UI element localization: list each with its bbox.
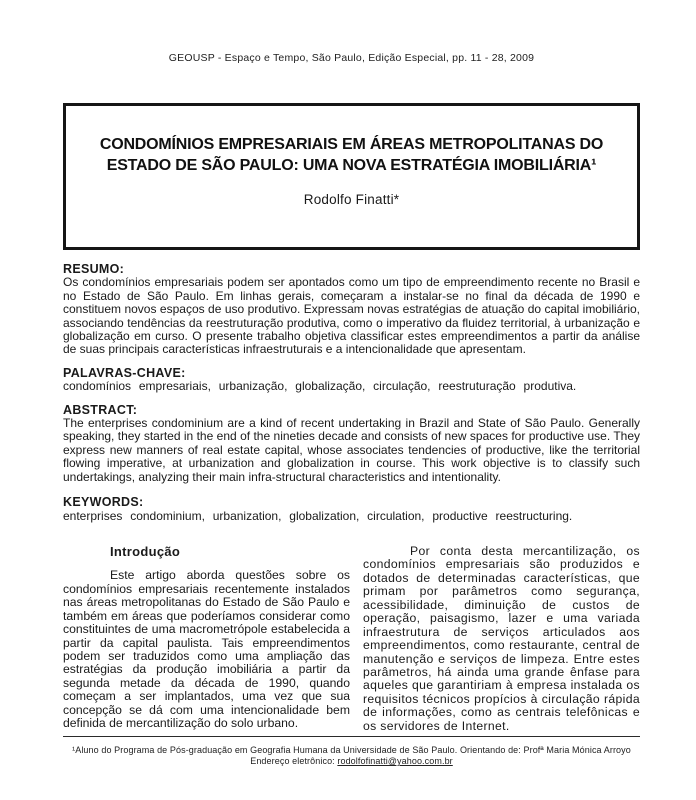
resumo-section [63,263,640,357]
journal-header: GEOUSP - Espaço e Tempo, São Paulo, Edição Especial, pp. 11 - 28, 2009 [168,52,535,64]
right-column [363,545,640,733]
paper-author: Rodolfo Finatti* [303,192,400,207]
resumo-heading: RESUMO: [63,262,125,276]
abstract-heading: ABSTRACT: [63,402,138,417]
palavras-chave-text: condomínios empresariais, urbanização, globalização, circulação, reestruturação produtiva. [63,379,577,394]
footnote-affiliation: ¹Aluno do Programa de Pós-graduação em Geografia Humana da Universidade de São Paulo. Orientando de: Profª Maria Mónica Arroyo [72,745,631,756]
palavras-chave-section [63,367,640,394]
introduction-paragraph: Este artigo aborda questões sobre os condomínios empresariais recentemente instalados nas áreas metropolitanas do Estado de São Paulo e também em áreas que poderíamos considerar como constituintes de uma macrometrópole estabelecida a partir da capital paulista. Tais empreendimentos podem ser traduzidos como uma ampliação das estratégias da produção imobiliária a partir da segunda metade da década de 1990, quando começam a ser implantados, uma vez que sua concepção se dá com uma intencionalidade bem definida de mercantilização do solo urbano. [63,568,350,731]
keywords-heading: KEYWORDS: [63,495,144,510]
footnote-contact [63,756,640,767]
keywords-text: enterprises condominium, urbanization, globalization, circulation, productive reestructuring. [63,508,573,523]
paper-title: CONDOMÍNIOS EMPRESARIAIS EM ÁREAS METROPOLITANAS DO ESTADO DE SÃO PAULO: UMA NOVA ESTRATÉGIA IMOBILIÁRIA¹ [99,136,604,174]
introduction-heading: Introdução [110,543,181,559]
two-column-body [63,545,640,733]
email-label: Endereço eletrônico: [250,756,338,767]
right-column-paragraph: Por conta desta mercantilização, os condomínios empresariais são produzidos e dotados de determinadas características, que primam por parâmetros como segurança, acessibilidade, diminuição de custos de operação, paisagismo, lazer e uma variada infraestrutura de serviços articulados aos empreendimentos, como restaurante, central de manutenção e serviços de limpeza. Entre estes parâmetros, há ainda uma grande ênfase para aqueles que garantiriam à empresa instalada os requisitos técnicos propícios à circulação rápida de informações, como as centrais telefônicas e os servidores de Internet. [363,543,640,733]
palavras-chave-heading: PALAVRAS-CHAVE: [63,365,186,380]
keywords-section [63,496,640,523]
left-column [63,545,350,733]
resumo-text: Os condomínios empresariais podem ser apontados como um tipo de empreendimento recente no Brasil e no Estado de São Paulo. Em linhas gerais, começaram a instalar-se no final da década de 1990 e constituem novos espaços de uso produtivo. Expressam novas estratégias de atuação do capital imobiliário, associando tendências da reestruturação produtiva, como o imperativo da fluidez territorial, à urbanização e globalização em curso. O presente trabalho objetiva classificar estes empreendimentos a partir da análise de suas principais características infraestruturais e a intencionalidade que apresentam. [63,275,640,357]
footnote-divider [63,736,640,737]
footnote [63,745,640,767]
abstract-section [63,404,640,484]
title-box [63,103,640,250]
email-link[interactable]: rodolfofinatti@yahoo.com.br [337,756,453,767]
abstract-text: The enterprises condominium are a kind of recent undertaking in Brazil and State of São Paulo. Generally speaking, they started in the end of the nineties decade and consists of new spaces for productive use. They express new manners of real estate capital, whose associates tendencies of productive, like the territorial flowing imperative, at urbanization and globalization in course. This work objective is to classify such undertakings, analyzing their main infra-structural characteristics and intentionality. [63,416,640,484]
